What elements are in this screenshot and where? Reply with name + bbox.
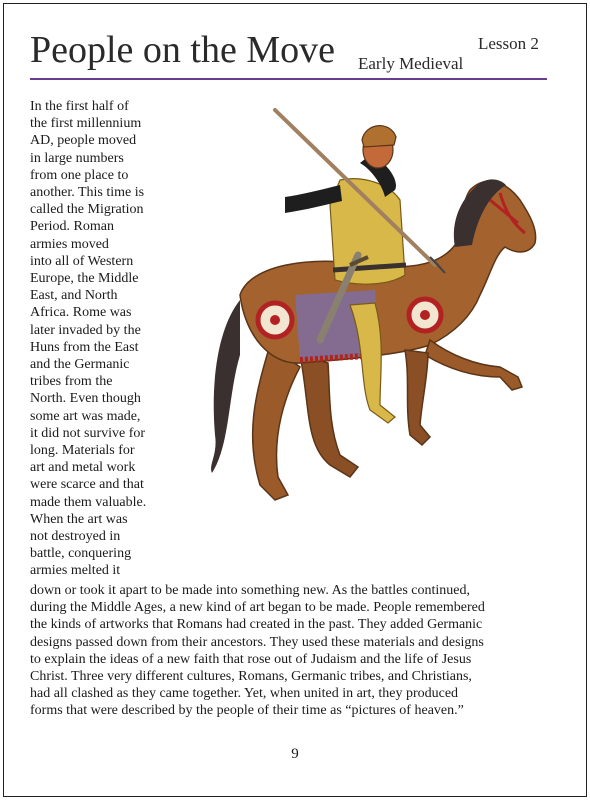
text-line: during the Middle Ages, a new kind of art began to be made. People remembered [30, 600, 485, 616]
text-line: Europe, the Middle [30, 271, 139, 287]
text-line: some art was made, [30, 408, 141, 424]
text-line: made them valuable. [30, 494, 147, 510]
text-line: armies moved [30, 236, 109, 252]
title-divider [30, 78, 547, 80]
text-line: and the Germanic [30, 357, 130, 373]
horse-hind-leg [300, 355, 358, 477]
era-subtitle: Early Medieval [358, 54, 464, 73]
horse-front-leg [425, 340, 522, 390]
text-line: from one place to [30, 167, 129, 183]
horseman-illustration [200, 105, 550, 515]
text-line: designs passed down from their ancestors. They used these materials and designs [30, 634, 484, 650]
text-line: the kinds of artworks that Romans had created in the past. They added Germanic [30, 617, 483, 633]
text-line: art and metal work [30, 460, 136, 476]
text-line: another. This time is [30, 185, 145, 201]
text-line: into all of Western [30, 253, 134, 269]
text-line: not destroyed in [30, 529, 121, 545]
text-line: battle, conquering [30, 546, 132, 562]
text-line: armies melted it [30, 563, 121, 579]
text-line: North. Even though [30, 391, 141, 407]
helmet [362, 126, 396, 147]
text-line: Huns from the East [30, 339, 139, 355]
text-line: had all clashed as they came together. Yet, when united in art, they produced [30, 686, 459, 702]
text-line: In the first half of [30, 99, 129, 114]
text-line: later invaded by the [30, 322, 141, 338]
text-line: Period. Roman [30, 219, 114, 235]
narrow-text-column [30, 98, 180, 580]
lesson-label: Lesson 2 [478, 34, 539, 53]
text-line: tribes from the [30, 374, 113, 390]
horse-front-leg [405, 350, 430, 445]
text-line: in large numbers [30, 150, 124, 166]
text-line: down or took it apart to be made into something new. As the battles continued, [30, 583, 471, 598]
text-line: Christ. Three very different cultures, Romans, Germanic tribes, and Christians, [30, 669, 472, 685]
text-line: it did not survive for [30, 425, 146, 441]
text-line: to explain the ideas of a new faith that rose out of Judaism and the life of Jesus [30, 651, 472, 667]
text-line: called the Migration [30, 202, 144, 218]
text-line: the first millennium [30, 116, 142, 132]
horse-hind-leg [253, 345, 300, 500]
text-line: long. Materials for [30, 443, 135, 459]
text-line: When the art was [30, 511, 128, 527]
text-line: were scarce and that [30, 477, 144, 493]
page-number: 9 [291, 746, 299, 762]
text-line: forms that were described by the people of their time as “pictures of heaven.” [30, 703, 464, 719]
text-line: Africa. Rome was [30, 305, 132, 321]
page-title: People on the Move [30, 29, 336, 71]
text-line: East, and North [30, 288, 118, 304]
wide-text-block [30, 582, 560, 720]
text-line: AD, people moved [30, 133, 137, 149]
horse-tail [211, 300, 240, 473]
